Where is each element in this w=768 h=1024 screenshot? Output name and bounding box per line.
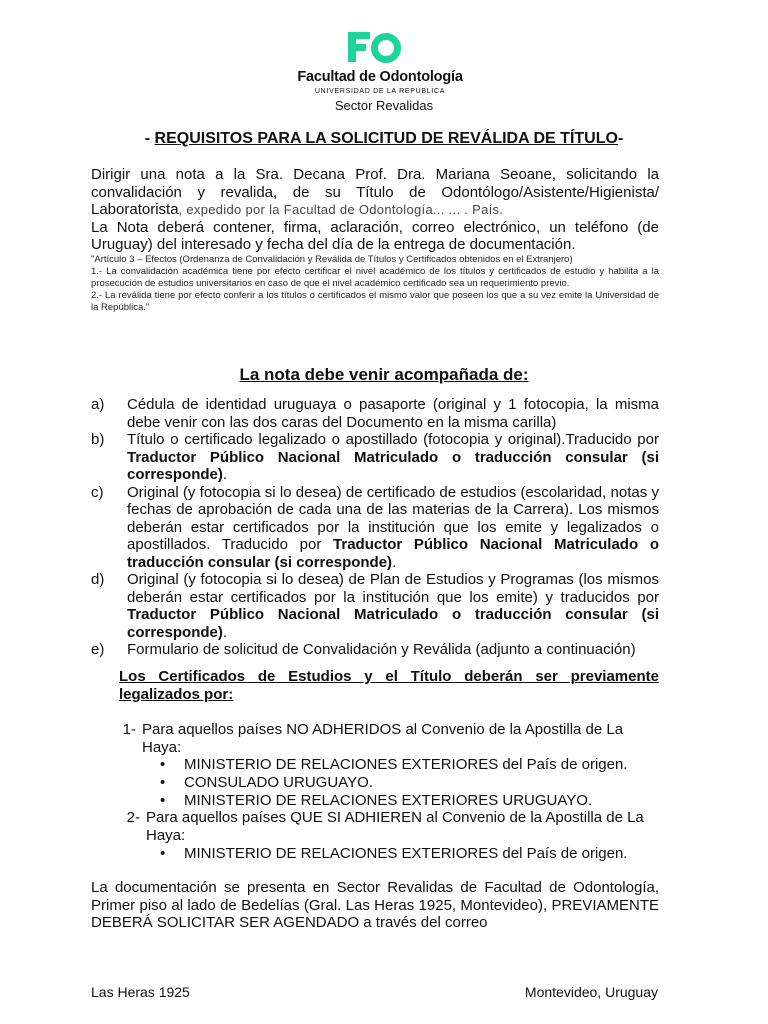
item-text: Original (y fotocopia si lo desea) de Plan de Estudios y Programas (los mismos deberán estar certificados por la institución que los emite) y traducidos por Traductor Público Nacional Matriculado o traducción consular (si corresponde). <box>127 571 659 641</box>
item-text: Formulario de solicitud de Convalidación y Reválida (adjunto a continuación) <box>127 641 636 658</box>
intro-paragraph: Dirigir una nota a la Sra. Decana Prof. Dra. Mariana Seoane, solicitando la convalidación y revalida, de su Título de Odontólogo/Asistente/Higienista/ Laboratorista, expedido por la Facultad de Odontología... ... . País. <box>91 166 659 218</box>
bullet-item: • MINISTERIO DE RELACIONES EXTERIORES URUGUAYO. <box>160 792 593 809</box>
item-text: Original (y fotocopia si lo desea) de certificado de estudios (escolaridad, notas y fechas de aprobación de cada una de las materias de la Carrera). Los mismos deberán estar certificados por la institución que los emite y legalizados o apostillados. Traducido por Traductor Público Nacional Matriculado o traducción consular (si corresponde). <box>127 483 659 571</box>
item-marker: 1- <box>122 721 136 738</box>
intro-section <box>91 166 659 314</box>
bullet-item: • MINISTERIO DE RELACIONES EXTERIORES del País de origen. <box>160 845 628 862</box>
footer-address: Las Heras 1925 <box>91 984 190 1000</box>
footer-city: Montevideo, Uruguay <box>524 984 658 1000</box>
article-point-1: 1.- La convalidación académica tiene por efecto certificar el nivel académico de los títulos y certificados de estudio y habilita a la prosecución de estudios universitarios en caso de que el nivel académico certificado sea un requerimiento previo. <box>91 265 659 289</box>
faculty-logo <box>290 32 470 100</box>
note-requirements: La Nota deberá contener, firma, aclaración, correo electrónico, un teléfono (de Uruguay) del interesado y fecha del día de la entrega de documentación. <box>91 218 659 253</box>
item-marker: d) <box>91 571 105 588</box>
item-marker: a) <box>91 396 105 413</box>
sector-label: Sector Revalidas <box>334 98 434 113</box>
adhered-countries <box>91 809 659 844</box>
page-title: - REQUISITOS PARA LA SOLICITUD DE REVÁLIDA DE TÍTULO- <box>144 130 624 147</box>
section-subtitle: La nota debe venir acompañada de: <box>239 365 529 384</box>
list-item <box>91 396 659 431</box>
list-item <box>91 571 659 641</box>
requirements-list <box>91 396 659 659</box>
item-text: Título o certificado legalizado o apostillado (fotocopia y original).Traducido por Traductor Público Nacional Matriculado o traducción consular (si corresponde). <box>127 431 659 483</box>
closing-paragraph: La documentación se presenta en Sector Revalidas de Facultad de Odontología, Primer piso al lado de Bedelías (Gral. Las Heras 1925, Montevideo), PREVIAMENTE DEBERÁ SOLICITAR SER AGENDADO a través del correo <box>91 879 659 931</box>
item-text: Para aquellos países QUE SI ADHIEREN al Convenio de la Apostilla de La Haya: <box>146 809 644 844</box>
item-marker: b) <box>91 431 105 448</box>
list-item <box>91 431 659 484</box>
item-marker: c) <box>91 483 104 501</box>
article-heading: "Artículo 3 – Efectos (Ordenanza de Convalidación y Reválida de Títulos y Certificados obtenidos en el Extranjero) <box>91 253 573 265</box>
item-marker: e) <box>91 641 105 658</box>
university-name: UNIVERSIDAD DE LA REPÚBLICA <box>314 88 446 95</box>
item-marker: 2- <box>126 809 140 826</box>
item-text: Cédula de identidad uruguaya o pasaporte (original y 1 fotocopia, la misma debe venir con las dos caras del Documento en la misma carilla) <box>127 396 659 431</box>
bullet-item: • CONSULADO URUGUAYO. <box>160 774 373 791</box>
legalization-heading: Los Certificados de Estudios y el Título deberán ser previamente legalizados por: <box>119 668 659 703</box>
bullet-item: • MINISTERIO DE RELACIONES EXTERIORES del País de origen. <box>160 756 628 773</box>
list-item <box>91 484 659 572</box>
non-adhered-countries <box>91 721 659 756</box>
faculty-name: Facultad de Odontología <box>297 69 463 85</box>
list-item <box>91 641 659 659</box>
item-text: Para aquellos países NO ADHERIDOS al Convenio de la Apostilla de La Haya: <box>142 721 624 756</box>
closing-section <box>91 879 659 932</box>
article-point-2: 2.- La reválida tiene por efecto conferir a los títulos o certificados el mismo valor que poseen los que a su vez emite la Universidad de la República." <box>91 289 659 313</box>
fo-logo-icon <box>348 32 412 68</box>
